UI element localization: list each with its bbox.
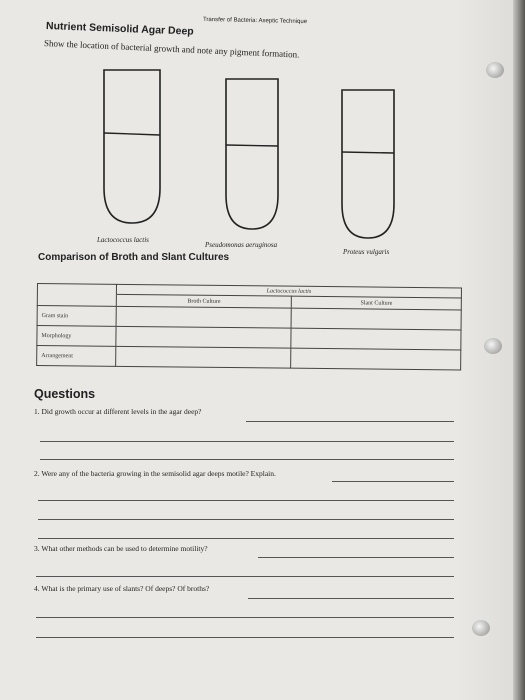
cell-morphology-slant[interactable]	[291, 328, 461, 350]
binder-hole	[472, 620, 490, 636]
answer-line[interactable]	[36, 617, 454, 618]
cell-arrangement-broth[interactable]	[116, 346, 291, 368]
worksheet-title: Nutrient Semisolid Agar Deep	[45, 20, 194, 38]
row-arrangement: Arrangement	[37, 346, 116, 367]
answer-line[interactable]	[38, 500, 454, 501]
column-broth: Broth Culture	[116, 294, 291, 308]
answer-line[interactable]	[258, 557, 454, 558]
cell-morphology-broth[interactable]	[116, 326, 291, 348]
answer-line[interactable]	[38, 538, 454, 539]
answer-line[interactable]	[38, 519, 454, 520]
cell-arrangement-slant[interactable]	[291, 348, 461, 370]
tube-label-2: Pseudomonas aeruginosa	[205, 241, 278, 249]
answer-line[interactable]	[40, 441, 454, 442]
column-slant: Slant Culture	[292, 296, 462, 310]
binder-hole	[484, 338, 502, 354]
question-3: 3. What other methods can be used to determine motility?	[34, 544, 208, 553]
tube-label-1: Lactococcus lactis	[97, 236, 149, 244]
answer-line[interactable]	[248, 598, 454, 599]
comparison-title: Comparison of Broth and Slant Cultures	[38, 252, 230, 263]
answer-line[interactable]	[36, 576, 454, 577]
question-2: 2. Were any of the bacteria growing in the semisolid agar deeps motile? Explain.	[34, 469, 276, 478]
page-edge	[513, 0, 525, 700]
answer-line[interactable]	[246, 421, 454, 422]
binder-hole	[486, 62, 504, 78]
cell-gram-slant[interactable]	[291, 308, 461, 330]
answer-line[interactable]	[36, 637, 454, 638]
organism-header: Lactococcus lactis	[116, 284, 461, 298]
cell-gram-broth[interactable]	[116, 306, 291, 328]
tube-label-3: Proteus vulgaris	[343, 248, 390, 256]
question-4: 4. What is the primary use of slants? Of deeps? Of broths?	[34, 584, 210, 593]
answer-line[interactable]	[332, 481, 454, 482]
header-note: Transfer of Bacteria: Aseptic Technique	[202, 16, 308, 26]
row-gram-stain: Gram stain	[37, 306, 116, 327]
question-1: 1. Did growth occur at different levels in the agar deep?	[34, 407, 202, 416]
worksheet-subtitle: Show the location of bacterial growth and note any pigment formation.	[43, 38, 300, 60]
row-morphology: Morphology	[37, 326, 116, 347]
answer-line[interactable]	[40, 459, 454, 460]
questions-heading: Questions	[34, 387, 96, 401]
comparison-table	[36, 283, 462, 370]
